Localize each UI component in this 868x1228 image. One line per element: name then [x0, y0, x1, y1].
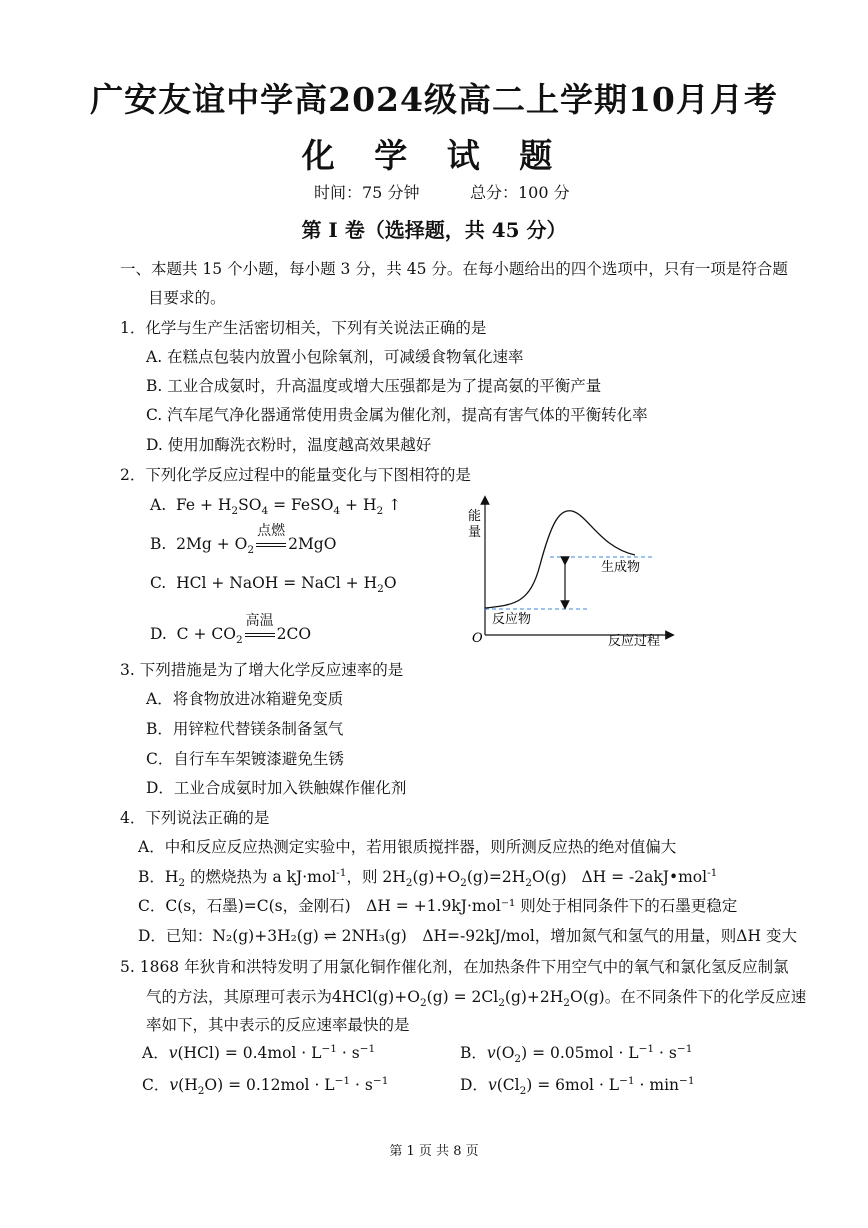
instructions-line-2: 目要求的。	[148, 289, 226, 307]
q5-option-b: B．$v(O_2) = 0.05mol \cdot L^{-1} \cdot s^{-1}$	[460, 1042, 693, 1066]
q1-option-a: A. 在糕点包装内放置小包除氧剂，可减缓食物氧化速率	[146, 348, 524, 366]
origin-label: O	[472, 631, 483, 646]
q3-option-b: B．用锌粒代替镁条制备氢气	[146, 720, 344, 738]
q2-option-b: B. $2Mg + O_2$ 点燃 2MgO	[150, 535, 336, 556]
exam-total-score: 总分：100 分	[470, 183, 570, 202]
q5-line2-suffix: 。在不同条件下的化学反应速	[604, 988, 807, 1006]
q3-option-d: D．工业合成氨时加入铁触媒作催化剂	[146, 779, 407, 797]
q1-stem: 1．化学与生产生活密切相关，下列有关说法正确的是	[120, 319, 487, 337]
page-footer: 第 1 页 共 8 页	[389, 1144, 479, 1159]
q3-option-c: C．自行车车架镀漆避免生锈	[146, 750, 344, 768]
q2-b-condition: 点燃	[257, 523, 286, 539]
product-label: 生成物	[601, 560, 641, 575]
q1-option-d: D. 使用加酶洗衣粉时，温度越高效果越好	[146, 436, 432, 454]
q2-option-c: C. HCl + NaOH = NaCl + $H_2O$	[150, 574, 397, 596]
q2-stem: 2．下列化学反应过程中的能量变化与下图相符的是	[120, 466, 471, 484]
q3-option-a: A．将食物放进冰箱避免变质	[146, 690, 344, 708]
exam-time: 时间：75 分钟	[314, 183, 420, 202]
q5-line2-prefix: 气的方法，其原理可表示为	[146, 988, 333, 1006]
y-axis-label-bottom: 量	[468, 525, 482, 540]
q4-option-d: D．已知：N₂(g)+3H₂(g) ⇌ 2NH₃(g) ΔH=-92kJ/mol，增加氮气和氢气的用量，则ΔH 变大	[138, 927, 797, 945]
q3-stem: 3. 下列措施是为了增大化学反应速率的是	[120, 661, 404, 679]
q5-option-d: D．$v(Cl_2) = 6mol \cdot L^{-1} \cdot \min^{-1}$	[460, 1074, 695, 1098]
exam-subject: 化 学 试 题	[301, 136, 567, 175]
q5-stem-line-3: 率如下，其中表示的反应速率最快的是	[146, 1016, 410, 1034]
q1-option-b: B. 工业合成氨时，升高温度或增大压强都是为了提高氨的平衡产量	[146, 377, 602, 395]
q5-stem-line-1: 5. 1868 年狄肯和洪特发明了用氯化铜作催化剂，在加热条件下用空气中的氧气和氯化氢反应制氯	[120, 958, 789, 976]
exam-title: 广安友谊中学高2024级高二上学期10月月考	[90, 80, 778, 119]
section-heading: 第 Ⅰ 卷（选择题，共 45 分）	[301, 218, 567, 242]
q1-option-c: C. 汽车尾气净化器通常使用贵金属为催化剂，提高有害气体的平衡转化率	[146, 406, 648, 424]
instructions-line-1: 一、本题共 15 个小题，每小题 3 分，共 45 分。在每小题给出的四个选项中，只有一项是符合题	[120, 260, 788, 278]
reactant-label: 反应物	[492, 612, 532, 627]
y-axis-label-top: 能	[468, 509, 482, 524]
energy-diagram	[460, 495, 680, 655]
x-axis-label: 反应过程	[608, 634, 661, 649]
q2-d-condition: 高温	[245, 613, 274, 629]
q4-option-b: B．$H_2$ 的燃烧热为 a kJ·mol$^{-1}$，则 $2H_2(g)+O_2(g)=2H_2O(g) \Delta H$ = -2akJ•mol$^{-1}$	[138, 866, 718, 890]
q5-option-c: C．$v(H_2O) = 0.12mol \cdot L^{-1} \cdot s^{-1}$	[142, 1074, 389, 1098]
q2-option-d: D. $C + CO_2$ 高温 2CO	[150, 625, 311, 646]
q2-option-a: A. $Fe + H_2SO_4$ = FeSO$_4$ + $H_2$ ↑	[150, 496, 402, 518]
q4-stem: 4．下列说法正确的是	[120, 809, 270, 827]
q4-option-a: A．中和反应反应热测定实验中，若用银质搅拌器，则所测反应热的绝对值偏大	[138, 838, 677, 856]
q5-stem-line-2: 气的方法，其原理可表示为$4HCl(g)+O_2(g) = 2Cl_2(g)+2H_2O(g)$。在不同条件下的化学反应速	[146, 988, 807, 1010]
q4-option-c: C．C(s，石墨)=C(s，金刚石) ΔH = +1.9kJ·mol⁻¹ 则处于相同条件下的石墨更稳定	[138, 897, 738, 915]
q5-option-a: A．$v(HCl) = 0.4mol \cdot L^{-1} \cdot s^{-1}$	[142, 1042, 376, 1062]
